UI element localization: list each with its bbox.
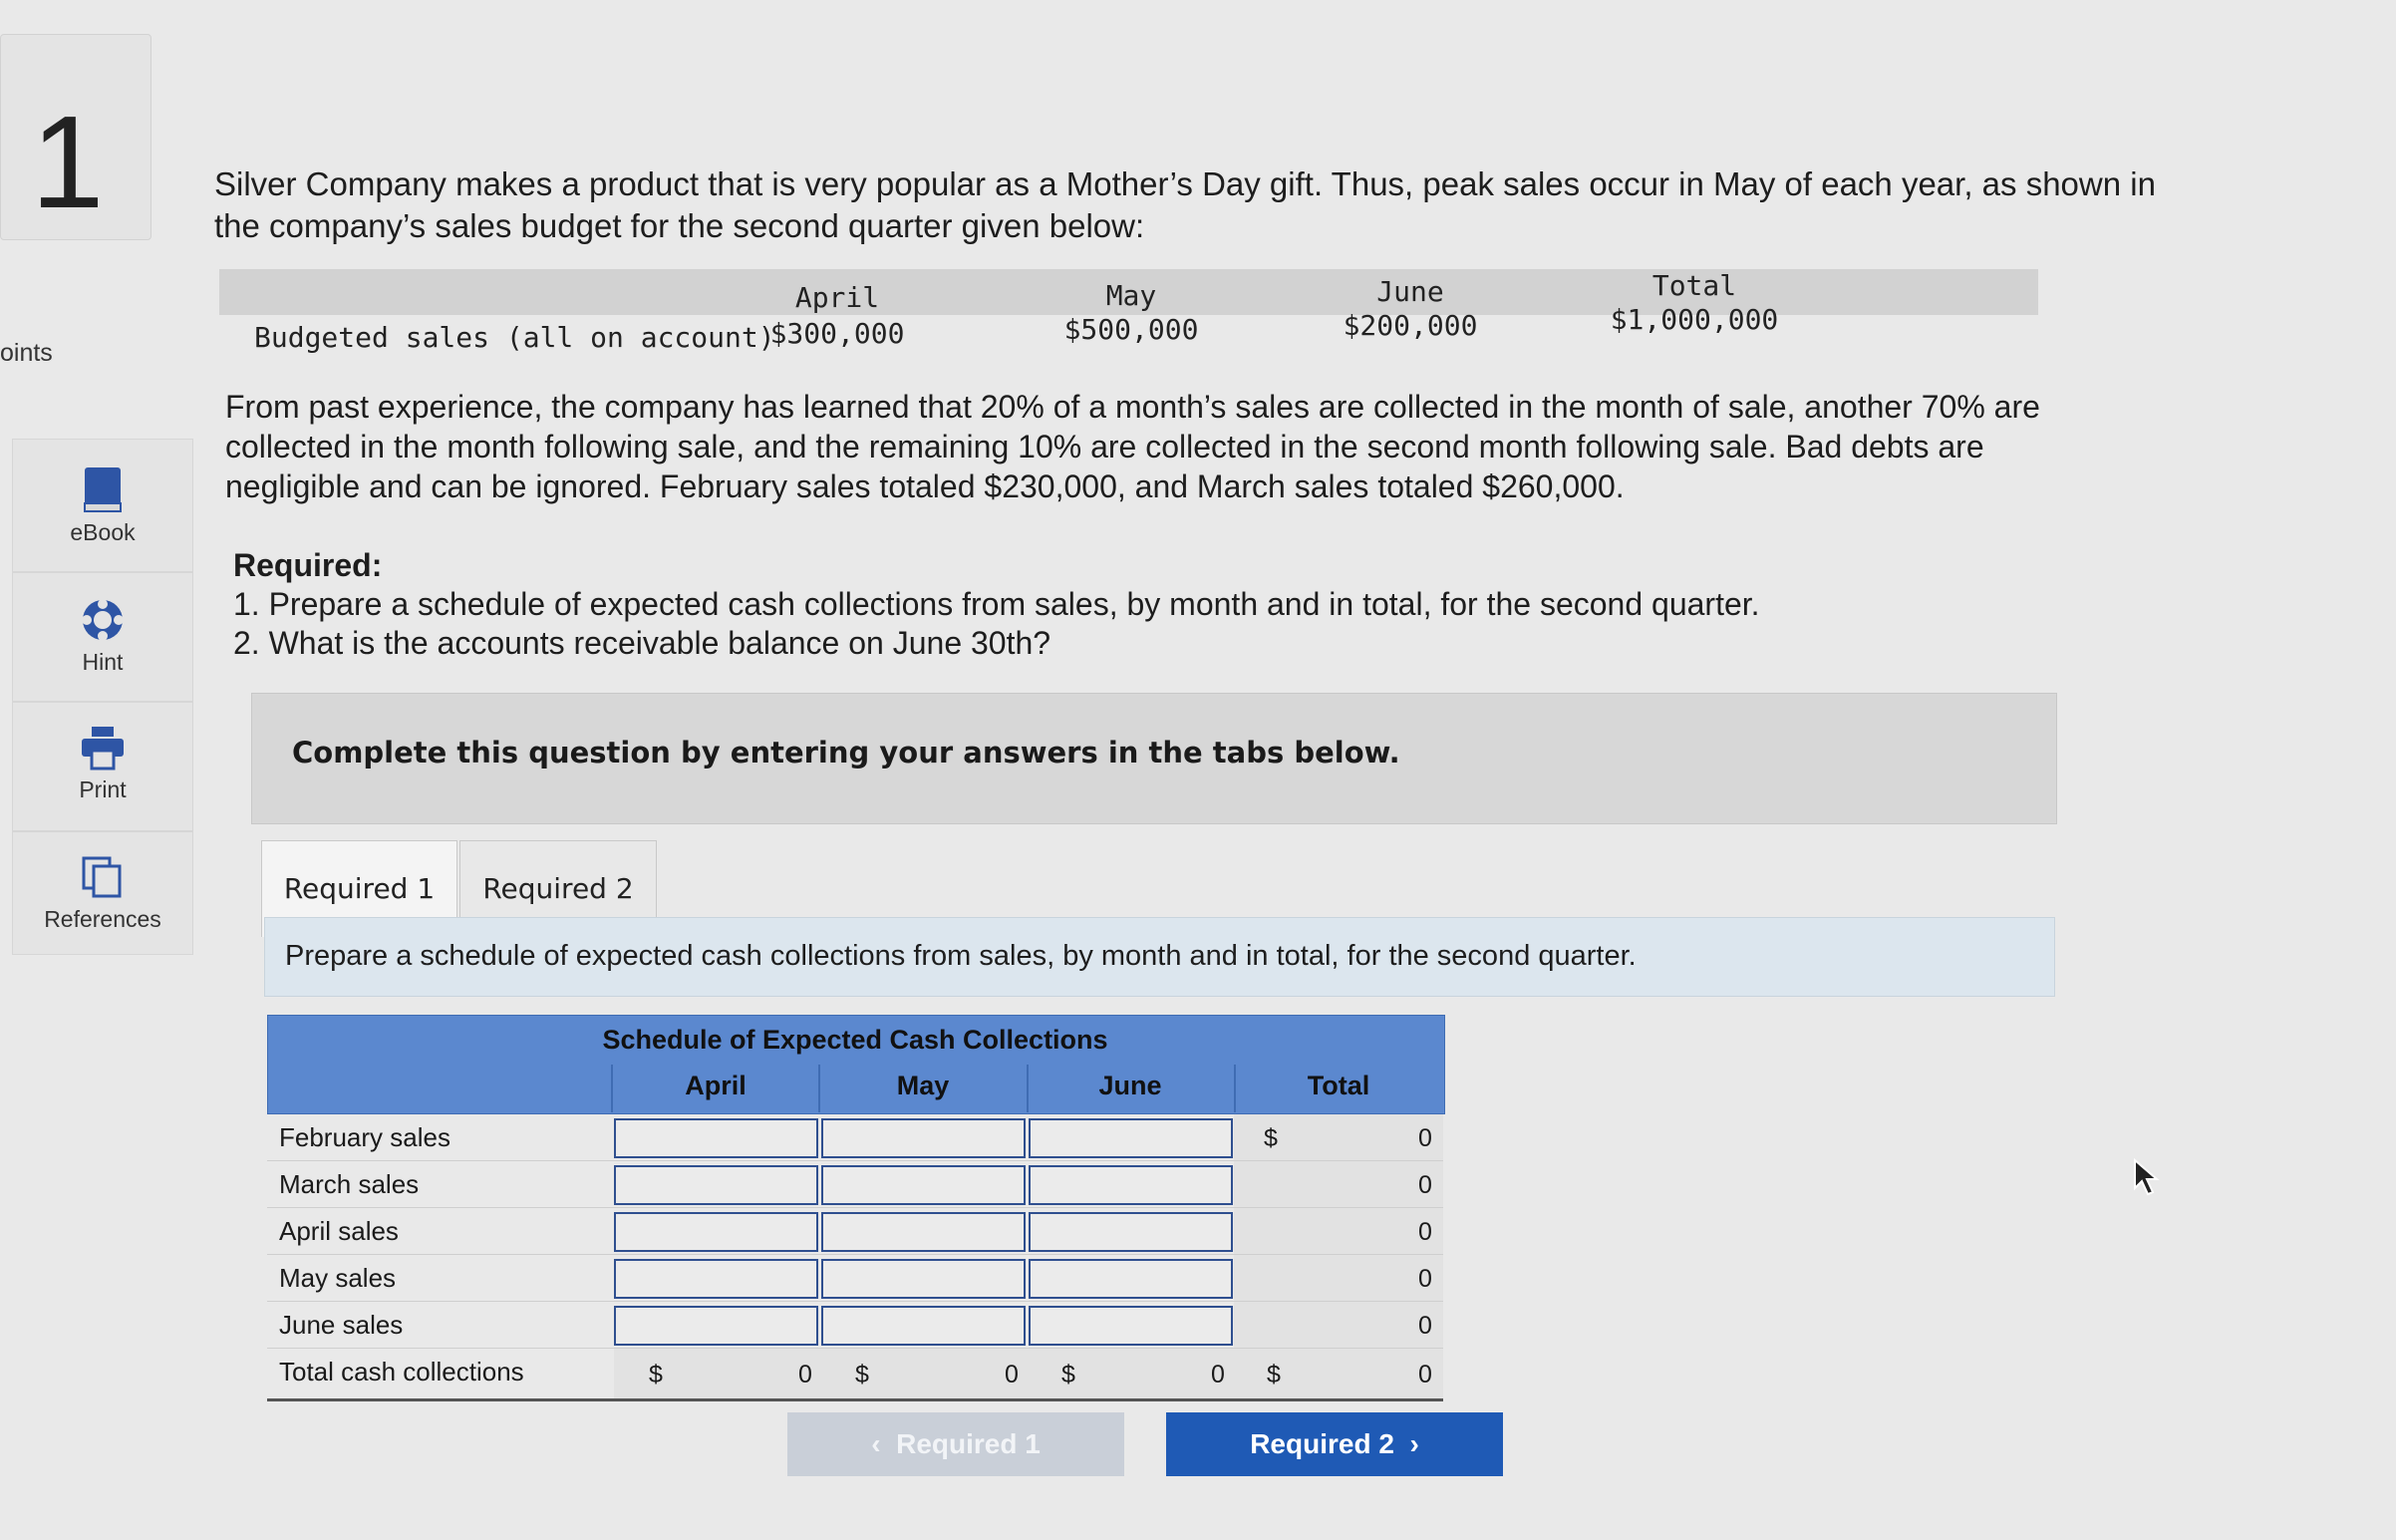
tab-required-2[interactable]: Required 2 — [459, 840, 657, 937]
budget-header-may: May — [1105, 279, 1157, 312]
schedule-table — [267, 1015, 1443, 1403]
row-label: Total cash collections — [279, 1357, 524, 1386]
may-may-input[interactable] — [821, 1259, 1026, 1299]
book-icon — [81, 465, 125, 513]
budget-table — [219, 269, 2038, 354]
sidebar-item-references[interactable] — [12, 831, 193, 955]
column-header-june: June — [1098, 1071, 1162, 1100]
table-row — [267, 1255, 1443, 1302]
june-june-input[interactable] — [1029, 1306, 1233, 1346]
column-header-april: April — [685, 1071, 747, 1100]
required-item-2: 2. What is the accounts receivable balance on June 30th? — [233, 625, 1051, 661]
budget-header-april: April — [794, 281, 880, 314]
printer-icon — [80, 725, 126, 770]
total-row — [267, 1349, 1443, 1401]
budget-row-label: Budgeted sales (all on account) — [254, 321, 775, 354]
points-label: oints — [0, 339, 53, 367]
row-total: 0 — [1418, 1312, 1432, 1340]
row-total: 0 — [1418, 1218, 1432, 1246]
row-total: 0 — [1418, 1171, 1432, 1199]
total-grand: 0 — [1418, 1361, 1432, 1388]
budget-value-april: $300,000 — [769, 317, 905, 350]
total-june: 0 — [1211, 1361, 1225, 1388]
june-may-input[interactable] — [821, 1306, 1026, 1346]
tab-required-1[interactable]: Required 1 — [261, 840, 457, 937]
may-april-input[interactable] — [614, 1259, 818, 1299]
sidebar-item-hint[interactable] — [12, 572, 193, 702]
row-label: March sales — [279, 1169, 420, 1199]
february-april-input[interactable] — [614, 1118, 818, 1158]
sidebar-item-label: Hint — [82, 649, 124, 675]
question-number: 1 — [31, 89, 105, 235]
february-june-input[interactable] — [1029, 1118, 1233, 1158]
mouse-cursor-icon — [2133, 1158, 2163, 1198]
february-may-input[interactable] — [821, 1118, 1026, 1158]
next-button[interactable]: Required 2 › — [1166, 1412, 1503, 1476]
april-june-input[interactable] — [1029, 1212, 1233, 1252]
budget-header-total: Total — [1651, 269, 1737, 302]
required-heading: Required: — [233, 547, 383, 583]
copy-icon — [80, 854, 126, 900]
budget-value-june: $200,000 — [1343, 309, 1478, 342]
schedule-title: Schedule of Expected Cash Collections — [602, 1025, 1108, 1055]
chevron-left-icon: ‹ — [871, 1428, 897, 1459]
sidebar-item-label: Print — [79, 776, 127, 802]
march-april-input[interactable] — [614, 1165, 818, 1205]
april-april-input[interactable] — [614, 1212, 818, 1252]
march-june-input[interactable] — [1029, 1165, 1233, 1205]
currency-symbol: $ — [1264, 1124, 1278, 1152]
currency-symbol: $ — [649, 1361, 663, 1388]
row-label: May sales — [279, 1263, 397, 1293]
currency-symbol: $ — [1267, 1361, 1281, 1388]
problem-intro: Silver Company makes a product that is very popular as a Mother’s Day gift. Thus, peak sales occur in May of each year, as shown in the company’s sales budget for the second quarter given below: — [214, 165, 2156, 244]
chevron-right-icon: › — [1393, 1428, 1419, 1459]
budget-value-total: $1,000,000 — [1610, 303, 1779, 336]
currency-symbol: $ — [855, 1361, 869, 1388]
lifebuoy-icon — [80, 597, 126, 643]
budget-value-may: $500,000 — [1063, 313, 1199, 346]
april-may-input[interactable] — [821, 1212, 1026, 1252]
row-label: April sales — [279, 1216, 399, 1246]
row-total: 0 — [1418, 1124, 1432, 1152]
collection-paragraph: From past experience, the company has learned that 20% of a month’s sales are collected in the month of sale, another 70% are collected in the month following sale, and the remaining 10% are collected in the second month following sale. Bad debts are negligible and can be ignored. February sales totaled $230,000, and March sales totaled $260,000. — [225, 389, 2040, 504]
instructions-text: Complete this question by entering your answers in the tabs below. — [292, 736, 1400, 770]
table-row — [267, 1302, 1443, 1349]
question-number-box — [0, 34, 151, 240]
previous-button[interactable]: ‹ Required 1 — [787, 1412, 1124, 1476]
table-row — [267, 1208, 1443, 1255]
sidebar-item-ebook[interactable] — [12, 439, 193, 572]
sidebar-item-label: References — [44, 906, 161, 932]
tab-instruction — [264, 917, 2055, 997]
row-total: 0 — [1418, 1265, 1432, 1293]
march-may-input[interactable] — [821, 1165, 1026, 1205]
table-row — [267, 1161, 1443, 1208]
june-april-input[interactable] — [614, 1306, 818, 1346]
tab-instruction-text: Prepare a schedule of expected cash collections from sales, by month and in total, for the second quarter. — [285, 940, 1637, 972]
column-header-total: Total — [1307, 1071, 1370, 1100]
sidebar-item-print[interactable] — [12, 702, 193, 831]
currency-symbol: $ — [1061, 1361, 1075, 1388]
required-section — [233, 546, 2127, 663]
required-item-1: 1. Prepare a schedule of expected cash collections from sales, by month and in total, for the second quarter. — [233, 586, 1760, 622]
row-label: June sales — [279, 1310, 404, 1340]
row-label: February sales — [279, 1122, 450, 1152]
may-june-input[interactable] — [1029, 1259, 1233, 1299]
table-row — [267, 1114, 1443, 1161]
sidebar-item-label: eBook — [70, 519, 136, 545]
instructions-banner — [251, 693, 2057, 824]
budget-header-june: June — [1376, 275, 1444, 308]
total-may: 0 — [1005, 1361, 1019, 1388]
column-header-may: May — [896, 1071, 950, 1100]
total-april: 0 — [798, 1361, 812, 1388]
